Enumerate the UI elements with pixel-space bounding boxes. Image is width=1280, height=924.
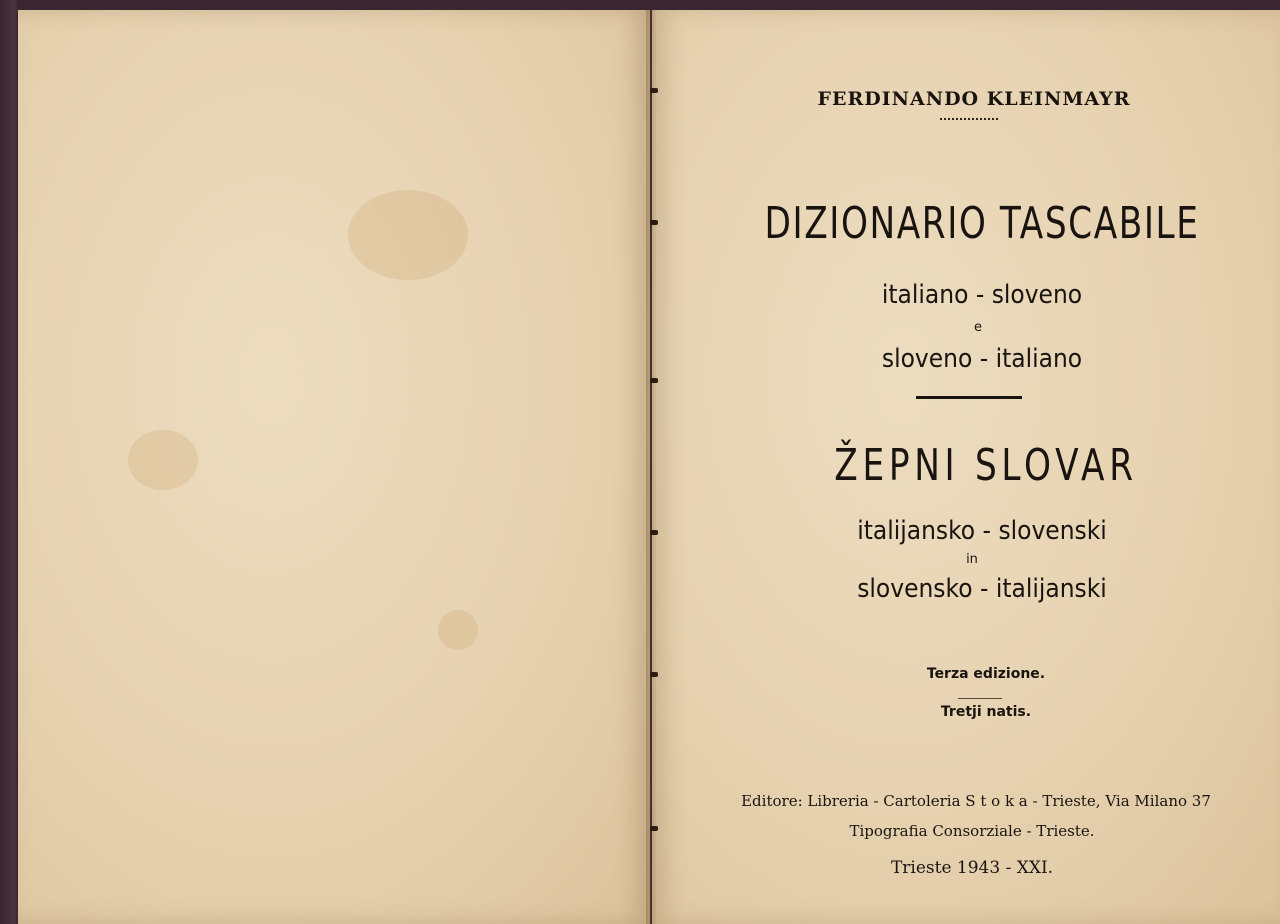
printer-line: Tipografia Consorziale - Trieste. xyxy=(849,822,1095,840)
foxing-spot xyxy=(128,430,198,490)
edition-italian: Terza edizione. xyxy=(926,666,1046,682)
author-ornament xyxy=(940,118,998,120)
italian-conjunction: e xyxy=(974,320,982,335)
author-name: FERDINANDO KLEINMAYR xyxy=(817,88,1131,110)
slovene-conjunction: in xyxy=(966,552,978,567)
section-divider xyxy=(916,396,1022,399)
italian-subtitle-line1: italiano - sloveno xyxy=(881,280,1083,310)
left-page-blank xyxy=(18,10,650,924)
italian-subtitle-line2: sloveno - italiano xyxy=(881,344,1083,374)
place-year-line: Trieste 1943 - XXI. xyxy=(890,858,1054,878)
slovene-subtitle-line1: italijansko - slovenski xyxy=(857,516,1107,546)
edition-slovene: Tretji natis. xyxy=(940,704,1032,720)
italian-title: DIZIONARIO TASCABILE xyxy=(764,198,1200,249)
foxing-spot xyxy=(438,610,478,650)
slovene-subtitle-line2: slovensko - italijanski xyxy=(857,574,1107,604)
title-page xyxy=(652,10,1280,924)
foxing-spot xyxy=(348,190,468,280)
publisher-line: Editore: Libreria - Cartoleria S t o k a - Trieste, Via Milano 37 xyxy=(741,792,1211,810)
slovene-title: ŽEPNI SLOVAR xyxy=(834,440,1138,491)
edition-divider xyxy=(958,698,1002,699)
